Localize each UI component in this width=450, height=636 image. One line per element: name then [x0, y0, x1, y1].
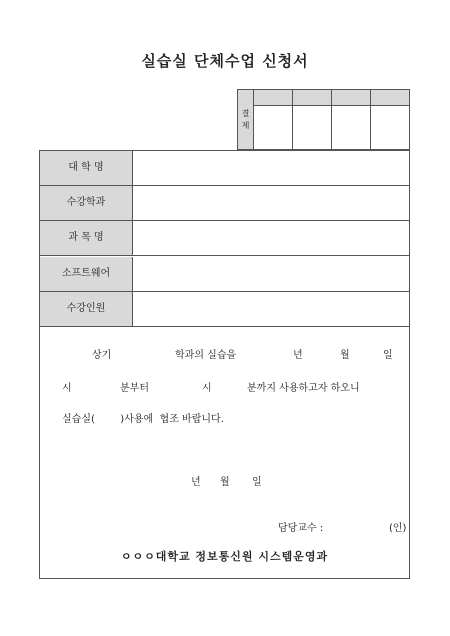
body-line2-min-to: 분까지 사용하고자 하오니 — [247, 383, 360, 394]
field-row-headcount — [40, 292, 409, 327]
approval-header-cell — [293, 90, 332, 106]
body-line3: 실습실( )사용에 협조 바랍니다. — [62, 414, 224, 425]
approval-signature-cell[interactable] — [254, 106, 293, 150]
body-line1-a: 상기 — [92, 350, 112, 361]
field-label: 수강학과 — [40, 186, 133, 220]
field-label: 소프트웨어 — [40, 257, 133, 291]
field-value[interactable] — [133, 221, 409, 255]
approval-label — [238, 90, 254, 150]
document-title: 실습실 단체수업 신청서 — [141, 52, 309, 70]
body-line2-hour-to: 시 — [202, 383, 212, 394]
body-line1-month: 월 — [340, 350, 350, 361]
approval-label-text: 결 제 — [241, 108, 250, 130]
approval-header-cell — [254, 90, 293, 106]
organization-name: ㅇㅇㅇ대학교 정보통신원 시스템운영과 — [120, 550, 329, 563]
field-label: 과 목 명 — [40, 221, 133, 255]
body-line2-hour: 시 — [62, 383, 72, 394]
body-line1-year: 년 — [293, 350, 303, 361]
approval-signature-cell[interactable] — [332, 106, 371, 150]
field-row-department — [40, 186, 409, 221]
application-form — [39, 150, 410, 579]
approval-signature-cell[interactable] — [371, 106, 410, 150]
field-value[interactable] — [133, 257, 409, 291]
field-row-university — [40, 151, 409, 186]
professor-label: 담당교수 : — [278, 523, 324, 534]
approval-signature-cell[interactable] — [293, 106, 332, 150]
field-value[interactable] — [133, 186, 409, 220]
body-line1-day: 일 — [383, 350, 393, 361]
field-value[interactable] — [133, 151, 409, 185]
date-month: 월 — [220, 477, 230, 488]
approval-header-cell — [371, 90, 410, 106]
body-line2-min-from: 분부터 — [120, 383, 149, 394]
date-day: 일 — [252, 477, 262, 488]
field-row-course — [40, 221, 409, 256]
field-label: 수강인원 — [40, 292, 133, 326]
field-row-software — [40, 257, 409, 292]
seal-mark: (인) — [389, 523, 407, 534]
field-value[interactable] — [133, 292, 409, 326]
approval-header-cell — [332, 90, 371, 106]
body-line1-b: 학과의 실습을 — [175, 350, 237, 361]
approval-box — [237, 89, 410, 150]
field-label: 대 학 명 — [40, 151, 133, 185]
date-year: 년 — [191, 477, 201, 488]
